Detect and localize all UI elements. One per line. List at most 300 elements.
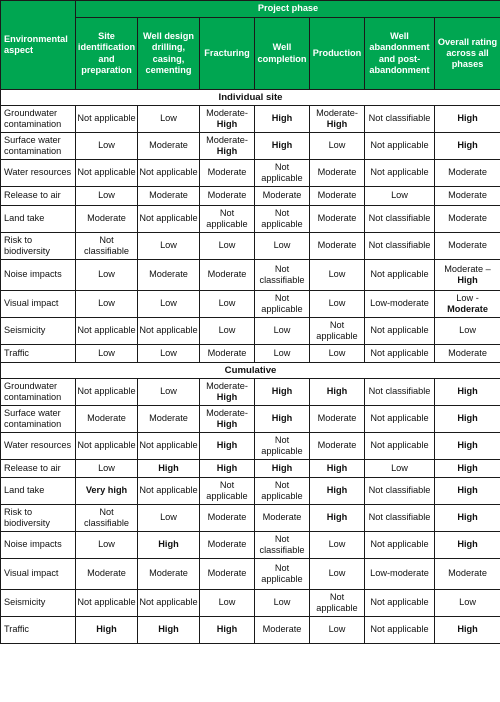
rating-text: Moderate bbox=[207, 512, 247, 523]
rating-cell bbox=[435, 590, 500, 617]
rating-text: High bbox=[216, 440, 238, 451]
rating-text: Moderate bbox=[448, 167, 487, 178]
rating-text: Low bbox=[459, 597, 476, 608]
rating-cell bbox=[200, 206, 255, 233]
rating-cell bbox=[365, 291, 435, 318]
rating-cell bbox=[76, 133, 138, 160]
rating-cell bbox=[310, 106, 365, 133]
rating-text: Low bbox=[218, 240, 236, 251]
aspect-cell: Risk to biodiversity bbox=[1, 505, 76, 532]
table-row bbox=[1, 345, 500, 363]
rating-cell bbox=[435, 106, 500, 133]
rating-text: Low bbox=[391, 462, 408, 473]
rating-text: Low bbox=[328, 140, 346, 151]
rating-text: Low bbox=[459, 325, 476, 336]
rating-cell bbox=[200, 160, 255, 187]
rating-text: Moderate bbox=[149, 269, 188, 280]
rating-cell bbox=[255, 505, 310, 532]
rating-text: Moderate bbox=[262, 190, 302, 201]
rating-cell bbox=[310, 133, 365, 160]
rating-cell bbox=[76, 460, 138, 478]
table-row bbox=[1, 559, 500, 590]
rating-cell bbox=[255, 291, 310, 318]
rating-cell bbox=[365, 187, 435, 206]
aspect-cell: Water resources bbox=[1, 160, 76, 187]
table-row bbox=[1, 478, 500, 505]
rating-cell bbox=[365, 345, 435, 363]
rating-cell bbox=[435, 133, 500, 160]
rating-cell bbox=[200, 590, 255, 617]
table-row bbox=[1, 379, 500, 406]
rating-text: Low bbox=[328, 539, 346, 550]
rating-text: Not applicable bbox=[77, 386, 136, 397]
rating-cell bbox=[200, 406, 255, 433]
aspect-cell: Surface water contamination bbox=[1, 133, 76, 160]
rating-text: Low bbox=[98, 269, 115, 280]
rating-cell bbox=[365, 559, 435, 590]
column-header-overall-rating: Overall rating across all phases bbox=[435, 18, 500, 90]
rating-cell bbox=[76, 532, 138, 559]
rating-cell bbox=[255, 133, 310, 160]
rating-cell bbox=[310, 478, 365, 505]
rating-cell bbox=[365, 260, 435, 291]
rating-cell bbox=[255, 187, 310, 206]
rating-cell bbox=[365, 206, 435, 233]
rating-cell bbox=[76, 617, 138, 644]
aspect-cell: Seismicity bbox=[1, 318, 76, 345]
rating-text: High bbox=[457, 140, 478, 151]
rating-text: Not applicable bbox=[370, 597, 429, 608]
table-row bbox=[1, 318, 500, 345]
table-row bbox=[1, 233, 500, 260]
rating-cell bbox=[255, 590, 310, 617]
aspect-cell: Traffic bbox=[1, 345, 76, 363]
rating-text: Low bbox=[160, 298, 177, 309]
rating-cell bbox=[255, 433, 310, 460]
rating-cell bbox=[76, 478, 138, 505]
rating-text: Not applicable bbox=[261, 479, 303, 501]
rating-text: High bbox=[216, 462, 238, 473]
rating-cell bbox=[435, 532, 500, 559]
rating-cell bbox=[365, 532, 435, 559]
rating-text: High bbox=[457, 624, 478, 635]
rating-text: Not classifiable bbox=[368, 512, 431, 523]
rating-cell bbox=[365, 433, 435, 460]
rating-text: Not applicable bbox=[370, 624, 429, 635]
rating-text: Not applicable bbox=[370, 347, 429, 358]
aspect-cell: Risk to biodiversity bbox=[1, 233, 76, 260]
rating-text: High bbox=[158, 462, 179, 473]
rating-cell bbox=[200, 106, 255, 133]
rating-cell bbox=[200, 617, 255, 644]
rating-text: Not applicable bbox=[261, 207, 303, 229]
rating-text-emphasis: High bbox=[216, 119, 238, 129]
rating-cell bbox=[255, 106, 310, 133]
rating-cell bbox=[138, 617, 200, 644]
rating-cell bbox=[200, 460, 255, 478]
rating-text-emphasis: High bbox=[216, 146, 238, 156]
rating-cell bbox=[310, 590, 365, 617]
rating-cell bbox=[365, 505, 435, 532]
rating-cell bbox=[200, 187, 255, 206]
rating-text: Moderate- bbox=[206, 407, 248, 418]
rating-cell bbox=[200, 233, 255, 260]
rating-cell bbox=[200, 260, 255, 291]
rating-text-emphasis: Moderate bbox=[447, 304, 488, 314]
rating-text: Not applicable bbox=[370, 440, 429, 451]
aspect-cell: Water resources bbox=[1, 433, 76, 460]
rating-text: Not applicable bbox=[77, 440, 136, 451]
rating-cell bbox=[138, 478, 200, 505]
rating-text: High bbox=[158, 539, 179, 550]
rating-cell bbox=[138, 206, 200, 233]
rating-text: Moderate bbox=[317, 240, 357, 251]
section-header-row bbox=[1, 90, 500, 106]
rating-cell bbox=[200, 532, 255, 559]
rating-cell bbox=[138, 160, 200, 187]
rating-text: Not applicable bbox=[316, 591, 358, 613]
rating-cell bbox=[365, 133, 435, 160]
rating-cell bbox=[138, 559, 200, 590]
table-row bbox=[1, 160, 500, 187]
rating-text: Low bbox=[160, 512, 177, 523]
rating-text-emphasis: High bbox=[216, 419, 238, 429]
rating-text: High bbox=[271, 462, 293, 473]
rating-text: Not classifiable bbox=[368, 485, 431, 496]
section-title: Individual site bbox=[1, 90, 500, 106]
rating-cell bbox=[255, 260, 310, 291]
rating-text: Low bbox=[160, 240, 177, 251]
rating-cell bbox=[365, 460, 435, 478]
rating-text: High bbox=[271, 113, 293, 124]
rating-cell bbox=[76, 291, 138, 318]
table-row bbox=[1, 260, 500, 291]
aspect-cell: Visual impact bbox=[1, 559, 76, 590]
rating-cell bbox=[200, 505, 255, 532]
column-header-well-design: Well design drilling, casing, cementing bbox=[138, 18, 200, 90]
rating-text: Not applicable bbox=[139, 485, 198, 496]
rating-cell bbox=[310, 291, 365, 318]
table-row bbox=[1, 187, 500, 206]
rating-cell bbox=[365, 478, 435, 505]
rating-text: Moderate bbox=[262, 624, 302, 635]
rating-text: High bbox=[457, 413, 478, 424]
rating-text: High bbox=[326, 462, 348, 473]
rating-cell bbox=[76, 590, 138, 617]
rating-text: Low bbox=[273, 347, 291, 358]
rating-cell bbox=[138, 291, 200, 318]
rating-cell bbox=[255, 460, 310, 478]
rating-text: Moderate- bbox=[206, 380, 248, 391]
rating-text: Low-moderate bbox=[370, 568, 429, 579]
rating-text: Moderate bbox=[87, 568, 126, 579]
rating-cell bbox=[365, 379, 435, 406]
rating-cell bbox=[435, 291, 500, 318]
rating-cell bbox=[310, 460, 365, 478]
rating-text: Not applicable bbox=[77, 597, 136, 608]
rating-text: Not applicable bbox=[370, 539, 429, 550]
rating-cell bbox=[255, 233, 310, 260]
rating-cell bbox=[138, 505, 200, 532]
rating-cell bbox=[76, 187, 138, 206]
rating-text: Moderate bbox=[149, 568, 188, 579]
rating-cell bbox=[310, 559, 365, 590]
rating-cell bbox=[76, 206, 138, 233]
rating-cell bbox=[365, 106, 435, 133]
rating-cell bbox=[310, 617, 365, 644]
rating-text: Moderate bbox=[448, 347, 487, 358]
rating-cell bbox=[200, 133, 255, 160]
rating-text: Not applicable bbox=[139, 597, 198, 608]
table-row bbox=[1, 460, 500, 478]
rating-text: Low bbox=[98, 539, 115, 550]
rating-text: Moderate bbox=[149, 190, 188, 201]
rating-text: Moderate bbox=[149, 413, 188, 424]
rating-cell bbox=[138, 133, 200, 160]
table-row bbox=[1, 291, 500, 318]
aspect-cell: Groundwater contamination bbox=[1, 106, 76, 133]
rating-cell bbox=[310, 318, 365, 345]
rating-text: Moderate bbox=[207, 347, 247, 358]
rating-text: Low bbox=[98, 140, 115, 151]
rating-cell bbox=[138, 187, 200, 206]
rating-text: Low bbox=[218, 325, 236, 336]
rating-text: Moderate- bbox=[206, 107, 248, 118]
rating-text: Not applicable bbox=[139, 325, 198, 336]
rating-text: Low bbox=[98, 298, 115, 309]
rating-text: Moderate bbox=[317, 167, 357, 178]
rating-cell bbox=[365, 233, 435, 260]
rating-cell bbox=[435, 233, 500, 260]
rating-cell bbox=[310, 206, 365, 233]
rating-text: Moderate bbox=[317, 413, 357, 424]
rating-cell bbox=[310, 260, 365, 291]
rating-cell bbox=[76, 345, 138, 363]
rating-cell bbox=[310, 187, 365, 206]
rating-text: High bbox=[457, 113, 478, 124]
rating-text: Not applicable bbox=[261, 434, 303, 456]
rating-text: Moderate bbox=[317, 440, 357, 451]
rating-text: Moderate bbox=[87, 413, 126, 424]
rating-cell bbox=[255, 206, 310, 233]
rating-cell bbox=[435, 505, 500, 532]
table-row bbox=[1, 617, 500, 644]
rating-cell bbox=[435, 433, 500, 460]
rating-text: Low-moderate bbox=[370, 298, 429, 309]
rating-cell bbox=[76, 318, 138, 345]
rating-cell bbox=[255, 478, 310, 505]
rating-cell bbox=[138, 406, 200, 433]
rating-cell bbox=[76, 406, 138, 433]
table-row bbox=[1, 532, 500, 559]
rating-cell bbox=[200, 345, 255, 363]
rating-text: Low bbox=[328, 298, 346, 309]
rating-cell bbox=[435, 559, 500, 590]
rating-text: Low bbox=[328, 568, 346, 579]
rating-cell bbox=[435, 345, 500, 363]
rating-cell bbox=[138, 433, 200, 460]
column-header-production: Production bbox=[310, 18, 365, 90]
rating-text: High bbox=[457, 386, 478, 397]
rating-text: Not classifiable bbox=[259, 263, 305, 285]
rating-cell bbox=[255, 559, 310, 590]
rating-text: Low bbox=[328, 269, 346, 280]
table-row bbox=[1, 505, 500, 532]
rating-text: High bbox=[457, 485, 478, 496]
table-row bbox=[1, 590, 500, 617]
rating-cell bbox=[76, 260, 138, 291]
rating-cell bbox=[435, 379, 500, 406]
table-row bbox=[1, 206, 500, 233]
rating-text: Low bbox=[98, 347, 115, 358]
column-header-well-abandonment: Well abandonment and post-abandonment bbox=[365, 18, 435, 90]
rating-text: Not applicable bbox=[370, 269, 429, 280]
rating-text: Not classifiable bbox=[368, 113, 431, 124]
table-body bbox=[1, 90, 500, 644]
rating-cell bbox=[138, 345, 200, 363]
column-header-site-preparation: Site identification and preparation bbox=[76, 18, 138, 90]
aspect-cell: Visual impact bbox=[1, 291, 76, 318]
rating-cell bbox=[138, 532, 200, 559]
rating-text: Moderate bbox=[207, 568, 247, 579]
rating-cell bbox=[310, 505, 365, 532]
rating-text: Not applicable bbox=[370, 167, 429, 178]
aspect-cell: Land take bbox=[1, 206, 76, 233]
rating-text-emphasis: High bbox=[216, 392, 238, 402]
rating-cell bbox=[310, 532, 365, 559]
aspect-cell: Groundwater contamination bbox=[1, 379, 76, 406]
rating-text: Moderate bbox=[448, 190, 487, 201]
rating-text: Not classifiable bbox=[368, 213, 431, 224]
rating-text: Moderate- bbox=[206, 134, 248, 145]
column-header-fracturing: Fracturing bbox=[200, 18, 255, 90]
rating-text: Moderate bbox=[207, 190, 247, 201]
rating-cell bbox=[138, 379, 200, 406]
rating-text: Not applicable bbox=[77, 167, 136, 178]
rating-cell bbox=[365, 318, 435, 345]
rating-cell bbox=[435, 206, 500, 233]
rating-text: Very high bbox=[85, 485, 128, 496]
rating-cell bbox=[76, 160, 138, 187]
aspect-cell: Seismicity bbox=[1, 590, 76, 617]
rating-cell bbox=[138, 318, 200, 345]
rating-cell bbox=[200, 379, 255, 406]
rating-cell bbox=[435, 318, 500, 345]
rating-text: Not applicable bbox=[77, 113, 136, 124]
rating-cell bbox=[435, 460, 500, 478]
table-row bbox=[1, 106, 500, 133]
rating-text: High bbox=[96, 624, 117, 635]
rating-text: Not applicable bbox=[261, 161, 303, 183]
rating-text: Moderate bbox=[207, 167, 247, 178]
rating-cell bbox=[255, 318, 310, 345]
rating-text: High bbox=[457, 512, 478, 523]
rating-cell bbox=[310, 406, 365, 433]
rating-text: High bbox=[326, 512, 348, 523]
rating-cell bbox=[435, 478, 500, 505]
rating-text: Not classifiable bbox=[84, 506, 129, 528]
column-header-well-completion: Well completion bbox=[255, 18, 310, 90]
rating-cell bbox=[310, 433, 365, 460]
rating-text: Not applicable bbox=[139, 213, 198, 224]
rating-cell bbox=[255, 406, 310, 433]
section-header-row bbox=[1, 363, 500, 379]
rating-text: High bbox=[216, 624, 238, 635]
rating-cell bbox=[365, 590, 435, 617]
rating-text: Not applicable bbox=[316, 319, 358, 341]
rating-text: Moderate bbox=[448, 213, 487, 224]
rating-text: Moderate bbox=[317, 190, 357, 201]
rating-text: Low bbox=[391, 190, 408, 201]
rating-text: Low bbox=[160, 347, 177, 358]
rating-text: Low bbox=[98, 190, 115, 201]
rating-text: Low bbox=[273, 325, 291, 336]
rating-cell bbox=[310, 160, 365, 187]
rating-cell bbox=[76, 106, 138, 133]
table-row bbox=[1, 133, 500, 160]
rating-cell bbox=[138, 106, 200, 133]
rating-text: High bbox=[271, 140, 293, 151]
rating-cell bbox=[76, 559, 138, 590]
aspect-cell: Land take bbox=[1, 478, 76, 505]
rating-cell bbox=[200, 291, 255, 318]
aspect-cell: Release to air bbox=[1, 460, 76, 478]
rating-text: Moderate bbox=[207, 539, 247, 550]
rating-text-emphasis: High bbox=[457, 275, 478, 285]
rating-text: Moderate bbox=[149, 140, 188, 151]
rating-cell bbox=[255, 160, 310, 187]
rating-text: Low bbox=[218, 597, 236, 608]
rating-text: Low bbox=[328, 347, 346, 358]
rating-cell bbox=[310, 379, 365, 406]
table-row bbox=[1, 433, 500, 460]
rating-text: High bbox=[326, 386, 348, 397]
rating-text: Not applicable bbox=[370, 413, 429, 424]
rating-text: Not applicable bbox=[370, 325, 429, 336]
rating-cell bbox=[310, 345, 365, 363]
rating-text: Not applicable bbox=[261, 292, 303, 314]
rating-cell bbox=[76, 433, 138, 460]
rating-cell bbox=[435, 260, 500, 291]
rating-text: Moderate- bbox=[316, 107, 358, 118]
rating-text: Low bbox=[160, 386, 177, 397]
rating-text: Moderate bbox=[448, 568, 487, 579]
rating-text: Not applicable bbox=[206, 479, 248, 501]
rating-cell bbox=[138, 233, 200, 260]
table-row bbox=[1, 406, 500, 433]
project-phase-header: Project phase bbox=[76, 1, 500, 18]
section-title: Cumulative bbox=[1, 363, 500, 379]
rating-cell bbox=[310, 233, 365, 260]
rating-text: Not applicable bbox=[370, 140, 429, 151]
rating-text: Not applicable bbox=[206, 207, 248, 229]
rating-cell bbox=[138, 260, 200, 291]
rating-text: Not classifiable bbox=[84, 234, 129, 256]
rating-cell bbox=[365, 617, 435, 644]
rating-cell bbox=[435, 617, 500, 644]
aspect-cell: Noise impacts bbox=[1, 532, 76, 559]
rating-text: Moderate bbox=[207, 269, 247, 280]
rating-cell bbox=[138, 590, 200, 617]
rating-text: Low bbox=[98, 462, 115, 473]
rating-text: Low bbox=[218, 298, 236, 309]
rating-cell bbox=[435, 160, 500, 187]
rating-cell bbox=[200, 559, 255, 590]
rating-text: High bbox=[457, 462, 478, 473]
rating-text: Not classifiable bbox=[259, 533, 305, 555]
rating-text: High bbox=[457, 539, 478, 550]
rating-cell bbox=[255, 379, 310, 406]
